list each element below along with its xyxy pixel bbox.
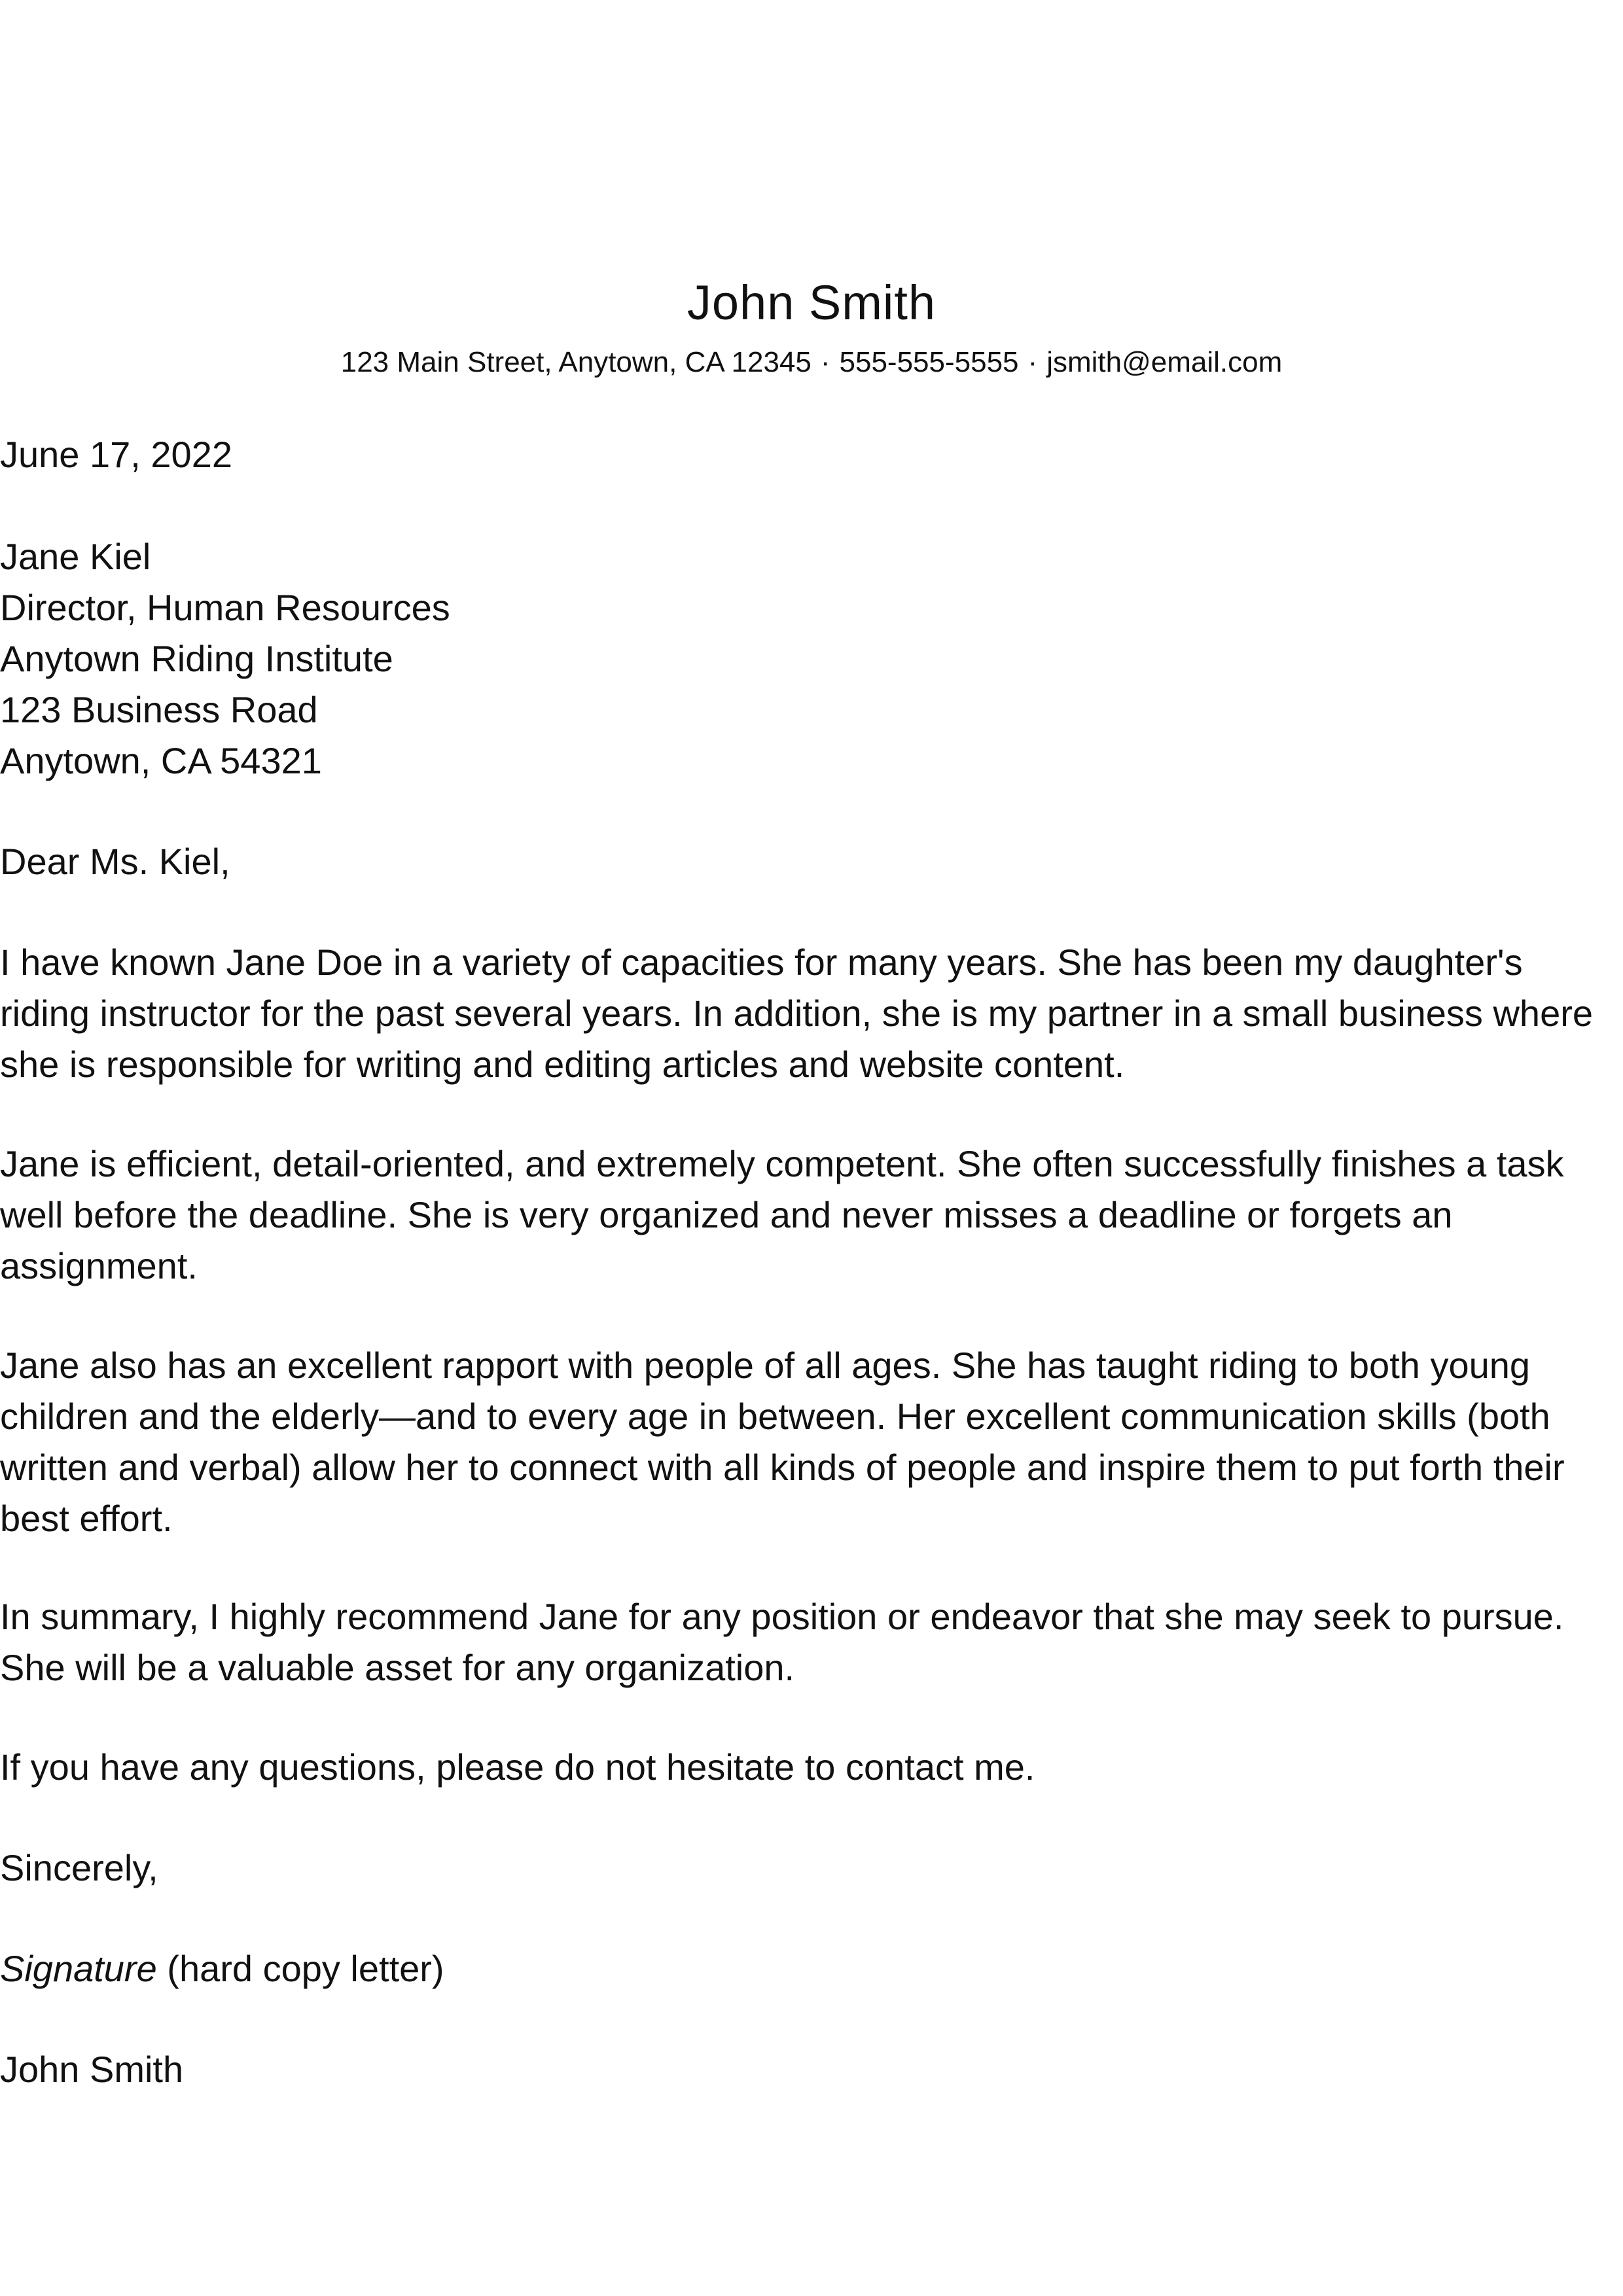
signature-label: Signature bbox=[0, 1948, 157, 1989]
recipient-street: 123 Business Road bbox=[0, 689, 318, 730]
body-paragraph: In summary, I highly recommend Jane for any position or endeavor that she may seek to pursue. She will be a valuable asset for any organization. bbox=[0, 1596, 1564, 1688]
recipient-city-line: Anytown, CA 54321 bbox=[0, 740, 322, 781]
recipient-organization: Anytown Riding Institute bbox=[0, 638, 393, 679]
contact-separator: · bbox=[820, 346, 830, 378]
sender-email: jsmith@email.com bbox=[1046, 346, 1283, 378]
sender-address: 123 Main Street, Anytown, CA 12345 bbox=[340, 346, 812, 378]
body-paragraph: Jane is efficient, detail-oriented, and extremely competent. She often successfully finishes a task well before the deadline. She is very organized and never misses a deadline or forgets an assignment. bbox=[0, 1143, 1564, 1286]
body-paragraph: I have known Jane Doe in a variety of capacities for many years. She has been my daughter's riding instructor for the past several years. In addition, she is my partner in a small business where she is responsible for writing and editing articles and website content. bbox=[0, 942, 1594, 1085]
sender-contact-line bbox=[0, 344, 1623, 381]
sender-name: John Smith bbox=[687, 275, 936, 330]
letter-date: June 17, 2022 bbox=[0, 434, 232, 475]
recipient-title: Director, Human Resources bbox=[0, 587, 450, 628]
sender-phone: 555-555-5555 bbox=[839, 346, 1019, 378]
closing: Sincerely, bbox=[0, 1847, 158, 1888]
body-paragraph: Jane also has an excellent rapport with people of all ages. She has taught riding to both young children and the elderly—and to every age in between. Her excellent communication skills (both written and verbal) allow her to connect with all kinds of people and inspire them to put forth their best effort. bbox=[0, 1345, 1565, 1539]
salutation: Dear Ms. Kiel, bbox=[0, 841, 230, 882]
recipient-address-block bbox=[0, 531, 1610, 786]
body-paragraph: If you have any questions, please do not hesitate to contact me. bbox=[0, 1746, 1035, 1788]
contact-separator: · bbox=[1027, 346, 1038, 378]
recipient-name: Jane Kiel bbox=[0, 536, 151, 577]
signature-line bbox=[0, 1943, 1610, 1994]
typed-name: John Smith bbox=[0, 2049, 184, 2090]
signature-note: (hard copy letter) bbox=[156, 1948, 444, 1989]
